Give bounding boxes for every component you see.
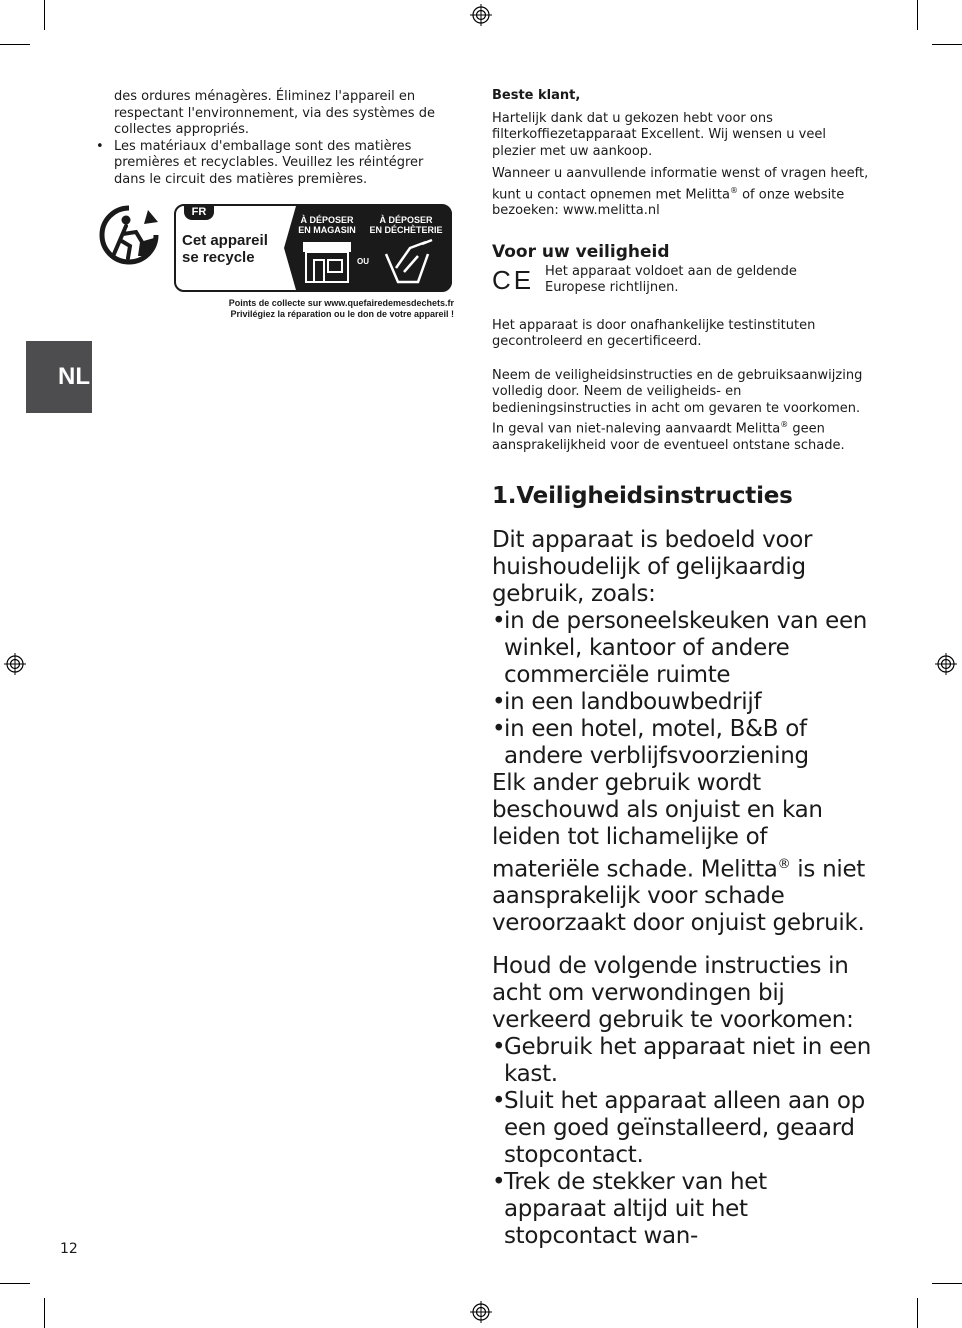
ce-text: Het apparaat voldoet aan de geldende Europese richtlijnen. (545, 263, 797, 296)
bullet: • (96, 138, 104, 154)
read-instructions-text (492, 368, 872, 455)
language-tab: NL (26, 341, 92, 413)
list-item-text: in een hotel, motel, B&B of andere verblijfsvoorziening (504, 715, 809, 769)
bullet: • (492, 1034, 506, 1061)
crop-mark (932, 44, 962, 45)
intro-thanks: Hartelijk dank dat u gekozen hebt voor ons filterkoffiezetapparaat Excellent. Wij wensen u veel plezier met uw aankoop. (492, 110, 826, 159)
follow-intro-text: Houd de volgende instructies in acht om verwondingen bij verkeerd gebruik te voorkomen: (492, 953, 854, 1034)
bullet: • (492, 1088, 506, 1115)
list-item-text: in de personeelskeuken van een winkel, kantoor of andere commerciële ruimte (504, 607, 868, 688)
misuse-text-part: Elk ander gebruik wordt beschouwd als onjuist en kan leiden tot lichamelijke of materiële schade. Melitta (492, 769, 823, 883)
list-item (492, 1088, 872, 1169)
store-line: À DÉPOSER (300, 215, 354, 225)
intro-contact-text: Wanneer u aanvullende informatie wenst of vragen heeft, kunt u contact opnemen met Melitta (492, 166, 869, 202)
collection-line: Privilégiez la réparation ou le don de votre appareil ! (230, 309, 454, 319)
collection-line: Points de collecte sur www.quefairedemesdechets.fr (228, 298, 454, 308)
list-item-text: Trek de stekker van het apparaat altijd uit het stopcontact wan- (504, 1169, 767, 1250)
greeting: Beste klant, (492, 88, 581, 103)
crop-mark (917, 1298, 918, 1328)
recycle-line: Cet appareil (182, 232, 268, 249)
misuse-text (492, 770, 872, 938)
list-item (96, 139, 456, 189)
registration-mark-icon (4, 653, 26, 675)
or-label: OU (357, 257, 369, 266)
intro-contact (492, 166, 872, 220)
registered-mark: ® (729, 185, 738, 195)
intended-use-text: Dit apparaat is bedoeld voor huishoudelijk of gelijkaardig gebruik, zoals: (492, 526, 813, 607)
packaging-text: Les matériaux d'emballage sont des matières premières et recyclables. Veuillez les réintégrer dans le circuit des matières premières. (114, 138, 424, 187)
triman-recycling-logo (96, 200, 456, 325)
safety-heading: Voor uw veiligheid (492, 241, 670, 262)
store-icon (300, 240, 354, 284)
tested-text: Het apparaat is door onafhankelijke testinstituten gecontroleerd en gecertificeerd. (492, 317, 816, 350)
misuse-text-part: is niet aansprakelijk voor schade veroorzaakt door onjuist gebruik. (492, 856, 866, 937)
list-item-text: Gebruik het apparaat niet in een kast. (504, 1034, 872, 1088)
read-text: Neem de veiligheidsinstructies en de gebruiksaanwijzing volledig door. Neem de veiligheids- en bedieningsinstructies in acht om gevaren te voorkomen. In geval van niet-naleving aanvaardt Melitta (492, 367, 863, 437)
crop-mark (44, 1298, 45, 1328)
country-badge: FR (184, 204, 214, 220)
registered-mark: ® (780, 420, 789, 430)
list-item (492, 1034, 872, 1088)
left-column (96, 89, 456, 188)
read-text: geen aansprakelijkheid voor de eventueel ontstane schade. (492, 421, 845, 454)
list-item-text: Sluit het apparaat alleen aan op een goed geïnstalleerd, geaard stopcontact. (504, 1088, 865, 1169)
list-item (492, 716, 872, 770)
list-item (492, 1169, 872, 1250)
right-column (492, 88, 872, 1250)
store-line: EN MAGASIN (298, 225, 356, 235)
ce-mark-icon: CE (492, 264, 535, 295)
crop-mark (0, 1283, 30, 1284)
registration-mark-icon (470, 1301, 492, 1323)
dump-icon (382, 238, 438, 284)
crop-mark (44, 0, 45, 30)
crop-mark (932, 1283, 962, 1284)
registration-mark-icon (935, 653, 957, 675)
recycle-line: se recycle (182, 249, 255, 266)
page-number: 12 (60, 1241, 78, 1257)
follow-instructions-block (492, 953, 872, 1250)
dump-line: À DÉPOSER (379, 215, 433, 225)
ce-row (492, 264, 872, 304)
section-title: 1.Veiligheidsinstructies (492, 482, 793, 509)
bullet: • (492, 688, 506, 715)
dump-label (366, 215, 446, 235)
recycle-label (182, 232, 268, 266)
bullet: • (492, 715, 506, 742)
registration-mark-icon (470, 4, 492, 26)
dump-line: EN DÉCHÈTERIE (369, 225, 443, 235)
registered-mark: ® (777, 856, 791, 872)
intro-contact-text: of onze website bezoeken: www.melitta.nl (492, 186, 845, 219)
intended-use-block (492, 527, 872, 938)
crop-mark (0, 44, 30, 45)
bullet: • (492, 1169, 506, 1196)
list-item-text: in een landbouwbedrijf (504, 688, 762, 715)
collection-note (196, 298, 454, 320)
list-item (492, 608, 872, 689)
bullet: • (492, 607, 506, 634)
triman-person-icon (96, 202, 162, 268)
store-label (292, 215, 362, 235)
info-panel (174, 204, 452, 292)
disposal-text: des ordures ménagères. Éliminez l'appareil en respectant l'environnement, via des systèmes de collectes appropriés. (114, 89, 435, 137)
list-item (492, 689, 872, 716)
crop-mark (917, 0, 918, 30)
